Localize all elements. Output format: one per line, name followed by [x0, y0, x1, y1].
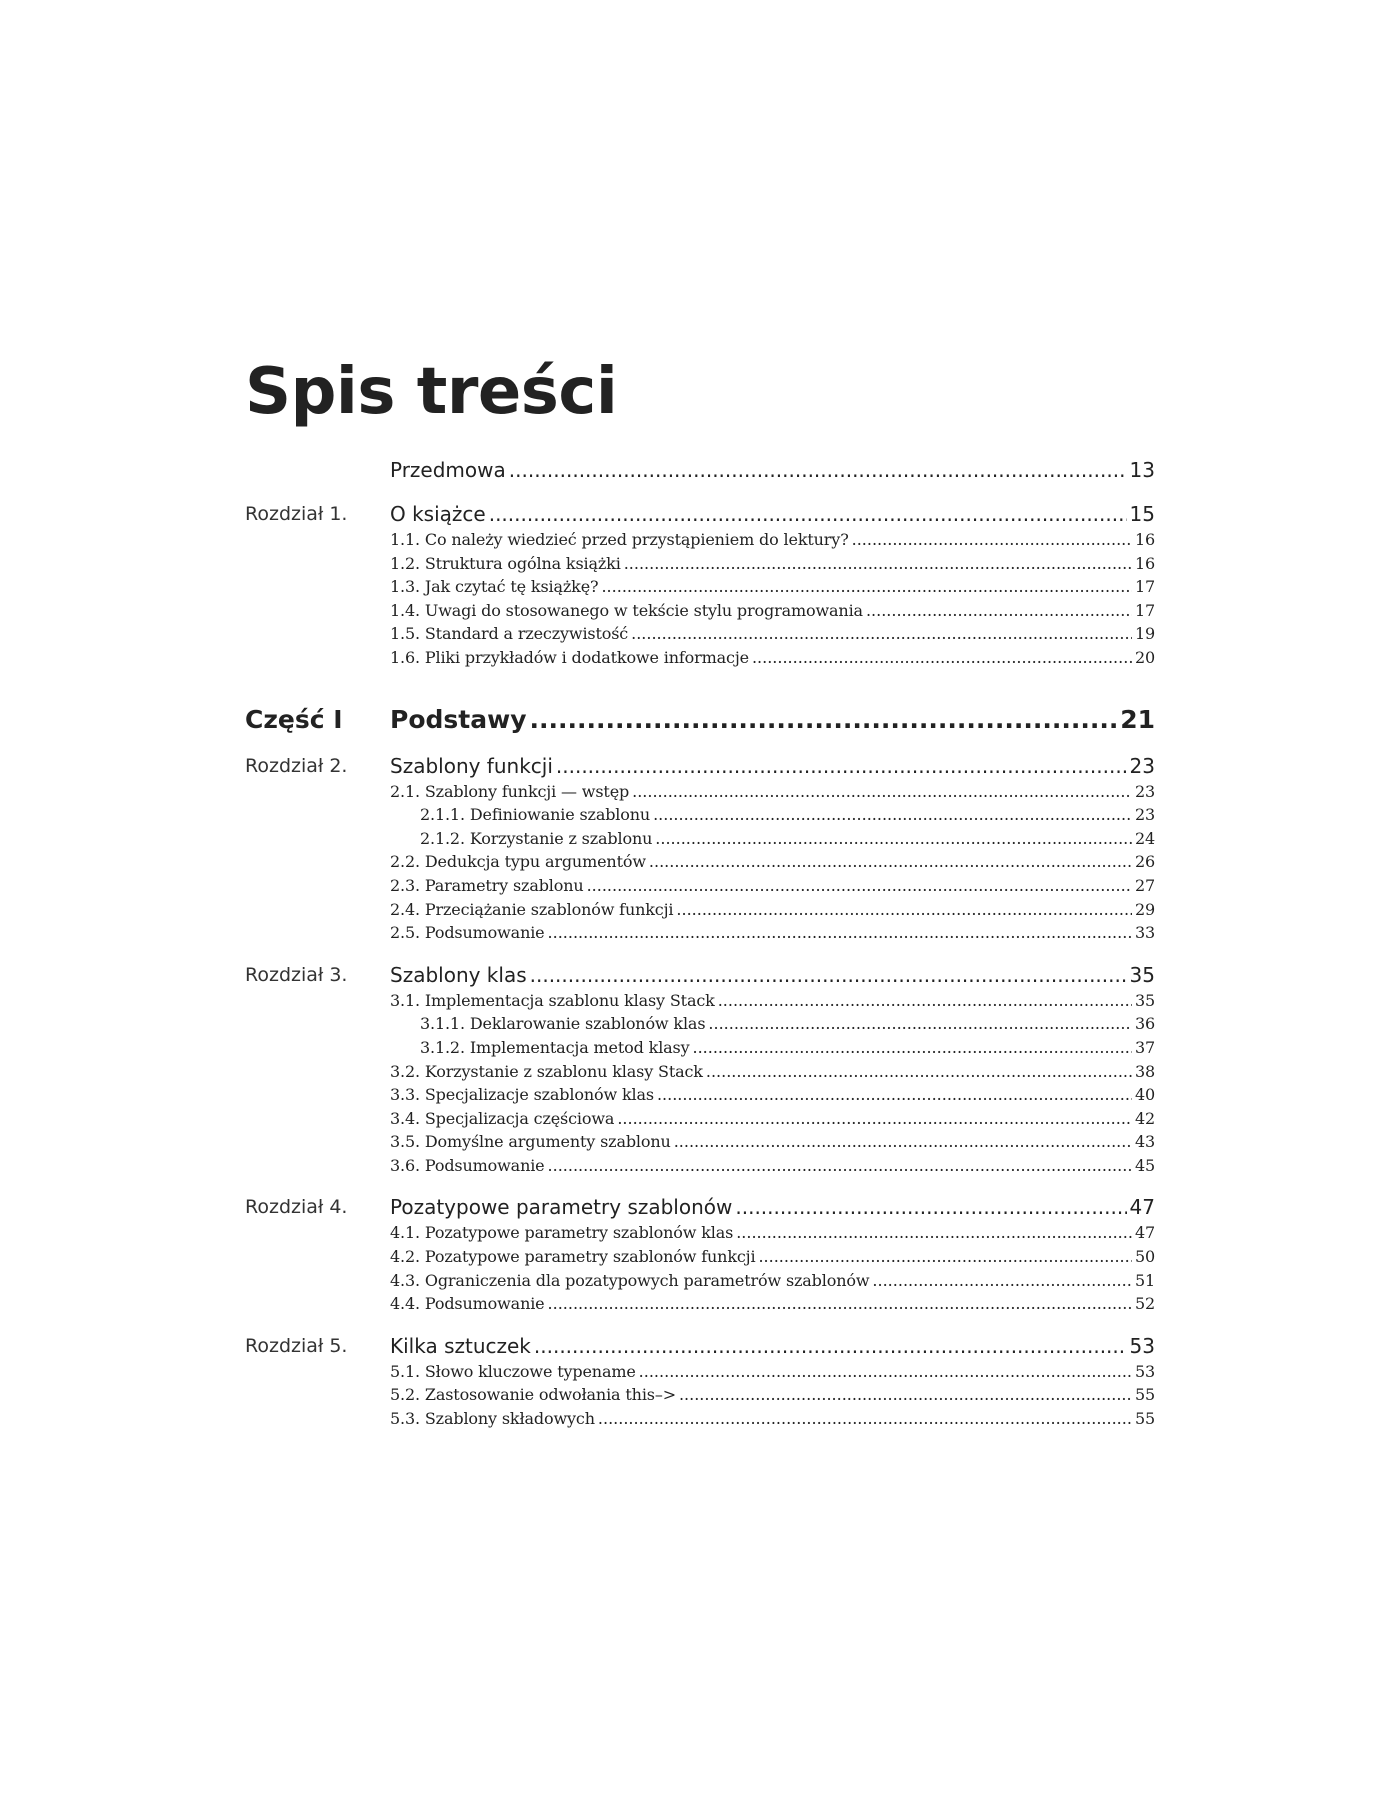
toc-entry-page: 35 [1134, 990, 1155, 1010]
dot-leader [617, 1107, 1132, 1131]
dot-leader [718, 989, 1132, 1013]
toc-entry[interactable] [390, 1407, 1155, 1431]
dot-leader [489, 500, 1127, 528]
dot-leader [866, 599, 1132, 623]
toc-entry-page: 50 [1134, 1247, 1155, 1267]
toc-subentry[interactable] [390, 1012, 1155, 1036]
dot-leader [534, 1332, 1127, 1360]
toc-entry-page: 55 [1134, 1385, 1155, 1405]
toc-heading[interactable] [390, 1193, 1155, 1221]
toc-entry-title: 3.2. Korzystanie z szablonu klasy Stack [390, 1061, 703, 1081]
toc-entry[interactable] [390, 1154, 1155, 1178]
dot-leader [693, 1036, 1132, 1060]
toc-entry[interactable] [390, 850, 1155, 874]
toc-group-preface [245, 456, 1155, 484]
dot-leader [601, 575, 1131, 599]
dot-leader [676, 898, 1132, 922]
toc-entry-page: 51 [1134, 1270, 1155, 1290]
dot-leader [649, 850, 1132, 874]
toc-entry[interactable] [390, 898, 1155, 922]
dot-leader [556, 752, 1127, 780]
toc-group-chapter-1 [245, 500, 1155, 670]
dot-leader [758, 1245, 1131, 1269]
toc-heading-title: Pozatypowe parametry szablonów [390, 1195, 733, 1220]
toc-group-chapter-5 [245, 1332, 1155, 1431]
toc-entry-page: 23 [1134, 805, 1155, 825]
toc-entry-title: 2.1.1. Definiowanie szablonu [420, 805, 651, 825]
toc-entry-page: 53 [1134, 1361, 1155, 1381]
dot-leader [674, 1130, 1132, 1154]
toc-entry[interactable] [390, 646, 1155, 670]
toc-entry-page: 52 [1134, 1294, 1155, 1314]
toc-heading-page: 23 [1129, 753, 1155, 778]
toc-entry-title: 3.1.1. Deklarowanie szablonów klas [420, 1014, 706, 1034]
toc-group-label: Część I [245, 704, 343, 734]
toc-subentry[interactable] [390, 803, 1155, 827]
toc-entry[interactable] [390, 552, 1155, 576]
toc-heading-title: Szablony funkcji [390, 753, 553, 778]
toc-entry[interactable] [390, 1083, 1155, 1107]
toc-entry[interactable] [390, 1269, 1155, 1293]
dot-leader [624, 552, 1132, 576]
toc-entry-title: 1.6. Pliki przykładów i dodatkowe informacje [390, 647, 749, 667]
toc-entry-page: 47 [1134, 1223, 1155, 1243]
toc-entry-title: 1.2. Struktura ogólna książki [390, 553, 621, 573]
toc-group-part-1 [245, 704, 1155, 736]
dot-leader [548, 1292, 1132, 1316]
toc-entry-page: 40 [1134, 1085, 1155, 1105]
toc-entry-page: 36 [1134, 1014, 1155, 1034]
toc-group-label: Rozdział 1. [245, 503, 348, 525]
toc-group-chapter-3 [245, 961, 1155, 1178]
toc-entry-page: 33 [1134, 923, 1155, 943]
toc-heading[interactable] [390, 704, 1155, 736]
toc-entry-title: 3.5. Domyślne argumenty szablonu [390, 1132, 671, 1152]
dot-leader [653, 803, 1132, 827]
toc-entry[interactable] [390, 599, 1155, 623]
toc-entry-page: 45 [1134, 1155, 1155, 1175]
dot-leader [509, 456, 1127, 484]
toc-heading-page: 47 [1129, 1195, 1155, 1220]
toc-entry-title: 1.3. Jak czytać tę książkę? [390, 577, 599, 597]
dot-leader [632, 780, 1132, 804]
toc-entry[interactable] [390, 1107, 1155, 1131]
toc-entry-title: 3.3. Specjalizacje szablonów klas [390, 1085, 654, 1105]
toc-group-label [245, 456, 390, 484]
toc-heading[interactable] [390, 500, 1155, 528]
toc-entry[interactable] [390, 874, 1155, 898]
dot-leader [735, 1193, 1126, 1221]
toc-entry-page: 16 [1134, 553, 1155, 573]
toc-entry-title: 3.1.2. Implementacja metod klasy [420, 1037, 690, 1057]
toc-entry-title: 1.5. Standard a rzeczywistość [390, 624, 629, 644]
dot-leader [639, 1360, 1132, 1384]
toc-entry[interactable] [390, 1245, 1155, 1269]
toc-heading-page: 53 [1129, 1333, 1155, 1358]
toc-heading-page: 13 [1129, 458, 1155, 482]
toc-entry[interactable] [390, 1060, 1155, 1084]
toc-entry-page: 37 [1134, 1037, 1155, 1057]
toc-heading[interactable] [390, 961, 1155, 989]
toc-heading-page: 15 [1129, 502, 1155, 526]
toc-heading-title: O książce [390, 502, 486, 526]
toc-entry-title: 4.4. Podsumowanie [390, 1294, 545, 1314]
dot-leader [530, 961, 1127, 989]
toc-heading-page: 35 [1129, 962, 1155, 987]
toc-entry-page: 38 [1134, 1061, 1155, 1081]
toc-entry-title: 1.1. Co należy wiedzieć przed przystąpieniem do lektury? [390, 530, 849, 549]
dot-leader [708, 1012, 1132, 1036]
toc-entry[interactable] [390, 921, 1155, 945]
table-of-contents [245, 456, 1155, 1431]
toc-group-label: Rozdział 3. [245, 963, 348, 986]
toc-entry-title: 5.3. Szablony składowych [390, 1409, 595, 1429]
toc-entry-title: 5.1. Słowo kluczowe typename [390, 1361, 636, 1381]
toc-entry-page: 26 [1134, 852, 1155, 872]
dot-leader [752, 646, 1132, 670]
dot-leader [548, 921, 1132, 945]
dot-leader [852, 528, 1132, 552]
toc-entry-page: 20 [1134, 647, 1155, 667]
toc-heading[interactable] [390, 1332, 1155, 1360]
toc-entry-title: 3.1. Implementacja szablonu klasy Stack [390, 990, 715, 1010]
toc-entry-page: 42 [1134, 1108, 1155, 1128]
toc-heading-title: Kilka sztuczek [390, 1333, 531, 1358]
toc-entry-title: 5.2. Zastosowanie odwołania this–> [390, 1385, 676, 1405]
toc-entry-page: 17 [1134, 600, 1155, 620]
toc-entry-title: 3.4. Specjalizacja częściowa [390, 1108, 615, 1128]
toc-entry[interactable] [390, 1130, 1155, 1154]
dot-leader [657, 1083, 1132, 1107]
toc-entry-title: 2.3. Parametry szablonu [390, 875, 584, 895]
toc-entry[interactable] [390, 989, 1155, 1013]
toc-entry-title: 2.4. Przeciążanie szablonów funkcji [390, 899, 674, 919]
toc-group-chapter-4 [245, 1193, 1155, 1315]
toc-subentry[interactable] [390, 827, 1155, 851]
page-title: Spis treści [245, 355, 618, 429]
toc-entry-title: 2.5. Podsumowanie [390, 923, 545, 943]
toc-entry-title: 1.4. Uwagi do stosowanego w tekście stylu programowania [390, 600, 863, 620]
toc-entry-page: 43 [1134, 1132, 1155, 1152]
dot-leader [679, 1383, 1132, 1407]
toc-entry[interactable] [390, 622, 1155, 646]
toc-entry[interactable] [390, 1292, 1155, 1316]
dot-leader [655, 827, 1132, 851]
toc-entry-page: 16 [1134, 530, 1155, 549]
toc-entry-title: 4.2. Pozatypowe parametry szablonów funkcji [390, 1247, 756, 1267]
toc-entry-page: 24 [1134, 828, 1155, 848]
toc-heading-page: 21 [1120, 704, 1155, 734]
toc-group-chapter-2 [245, 752, 1155, 945]
toc-entry-title: 3.6. Podsumowanie [390, 1155, 545, 1175]
toc-entry-title: 4.3. Ograniczenia dla pozatypowych parametrów szablonów [390, 1270, 870, 1290]
dot-leader [631, 622, 1132, 646]
toc-heading-title: Podstawy [390, 704, 527, 734]
toc-group-label: Rozdział 5. [245, 1334, 348, 1357]
toc-heading-title: Szablony klas [390, 962, 527, 987]
dot-leader [598, 1407, 1132, 1431]
toc-entry-page: 29 [1134, 899, 1155, 919]
toc-entry[interactable] [390, 1221, 1155, 1245]
toc-entry[interactable] [390, 1360, 1155, 1384]
toc-entry[interactable] [390, 575, 1155, 599]
toc-group-label: Rozdział 2. [245, 754, 348, 777]
toc-entry-page: 23 [1134, 781, 1155, 801]
toc-entry-page: 55 [1134, 1409, 1155, 1429]
dot-leader [548, 1154, 1132, 1178]
dot-leader [706, 1060, 1132, 1084]
toc-entry-title: 2.1. Szablony funkcji — wstęp [390, 781, 630, 801]
toc-entry-title: 4.1. Pozatypowe parametry szablonów klas [390, 1223, 734, 1243]
toc-entry-page: 19 [1134, 624, 1155, 644]
toc-entry-page: 17 [1134, 577, 1155, 597]
dot-leader [587, 874, 1132, 898]
dot-leader [530, 704, 1118, 736]
toc-heading[interactable] [390, 456, 1155, 484]
toc-heading-title: Przedmowa [390, 458, 506, 482]
dot-leader [872, 1269, 1132, 1293]
dot-leader [736, 1221, 1132, 1245]
toc-entry-title: 2.1.2. Korzystanie z szablonu [420, 828, 653, 848]
toc-group-label: Rozdział 4. [245, 1196, 348, 1219]
toc-entry[interactable] [390, 1383, 1155, 1407]
toc-entry[interactable] [390, 528, 1155, 552]
toc-entry[interactable] [390, 780, 1155, 804]
toc-entry-title: 2.2. Dedukcja typu argumentów [390, 852, 646, 872]
toc-heading[interactable] [390, 752, 1155, 780]
toc-subentry[interactable] [390, 1036, 1155, 1060]
toc-entry-page: 27 [1134, 875, 1155, 895]
